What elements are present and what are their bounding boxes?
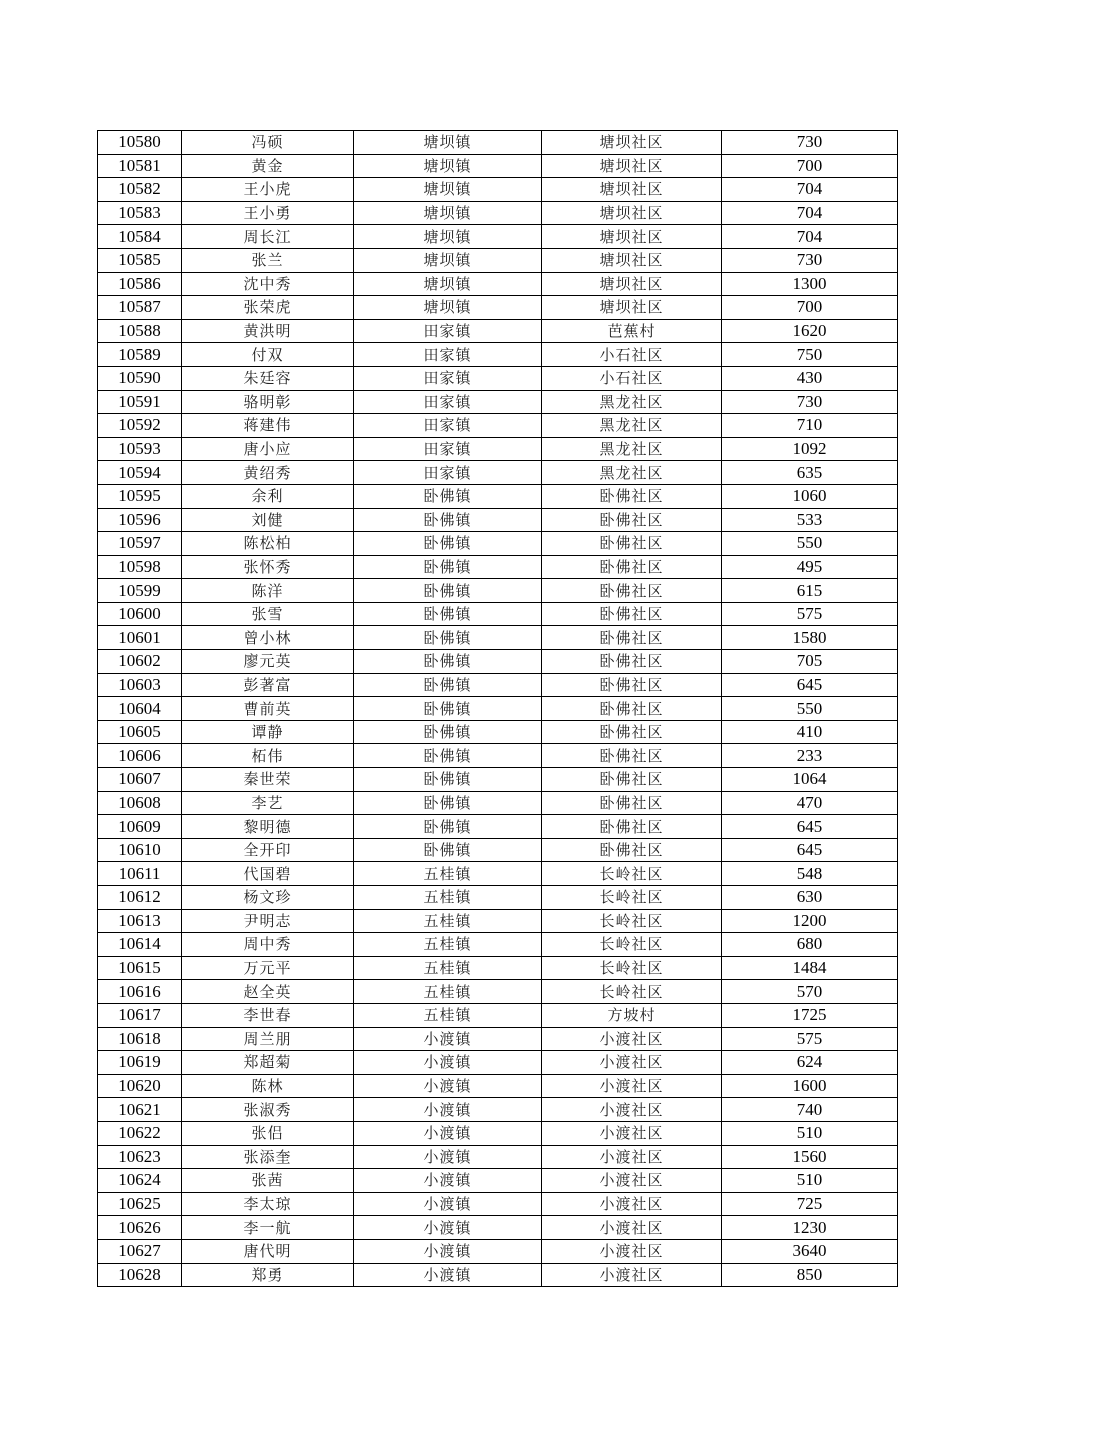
- community-cell: 小渡社区: [542, 1216, 722, 1240]
- table-row: [98, 673, 898, 697]
- table-row: [98, 343, 898, 367]
- id-cell: 10607: [98, 768, 182, 792]
- amount-cell: 233: [722, 744, 898, 768]
- id-cell: 10625: [98, 1192, 182, 1216]
- community-cell: 卧佛社区: [542, 815, 722, 839]
- community-cell: 塘坝社区: [542, 296, 722, 320]
- name-cell: 代国碧: [182, 862, 354, 886]
- community-cell: 小渡社区: [542, 1027, 722, 1051]
- town-cell: 田家镇: [354, 390, 542, 414]
- name-cell: 周中秀: [182, 933, 354, 957]
- town-cell: 卧佛镇: [354, 602, 542, 626]
- table-row: [98, 579, 898, 603]
- town-cell: 塘坝镇: [354, 201, 542, 225]
- id-cell: 10592: [98, 414, 182, 438]
- amount-cell: 730: [722, 131, 898, 155]
- amount-cell: 575: [722, 602, 898, 626]
- table-row: [98, 768, 898, 792]
- amount-cell: 850: [722, 1263, 898, 1287]
- name-cell: 曹前英: [182, 697, 354, 721]
- community-cell: 卧佛社区: [542, 838, 722, 862]
- amount-cell: 470: [722, 791, 898, 815]
- table-row: [98, 720, 898, 744]
- town-cell: 卧佛镇: [354, 508, 542, 532]
- name-cell: 张怀秀: [182, 555, 354, 579]
- town-cell: 田家镇: [354, 461, 542, 485]
- id-cell: 10620: [98, 1074, 182, 1098]
- town-cell: 小渡镇: [354, 1263, 542, 1287]
- id-cell: 10615: [98, 956, 182, 980]
- community-cell: 塘坝社区: [542, 272, 722, 296]
- id-cell: 10626: [98, 1216, 182, 1240]
- id-cell: 10627: [98, 1239, 182, 1263]
- town-cell: 卧佛镇: [354, 815, 542, 839]
- community-cell: 塘坝社区: [542, 201, 722, 225]
- table-row: [98, 1192, 898, 1216]
- town-cell: 卧佛镇: [354, 791, 542, 815]
- id-cell: 10616: [98, 980, 182, 1004]
- town-cell: 小渡镇: [354, 1239, 542, 1263]
- id-cell: 10595: [98, 484, 182, 508]
- name-cell: 黄金: [182, 154, 354, 178]
- town-cell: 五桂镇: [354, 862, 542, 886]
- table-row: [98, 838, 898, 862]
- table-row: [98, 1098, 898, 1122]
- amount-cell: 750: [722, 343, 898, 367]
- amount-cell: 680: [722, 933, 898, 957]
- table-row: [98, 1074, 898, 1098]
- table-row: [98, 1003, 898, 1027]
- town-cell: 塘坝镇: [354, 272, 542, 296]
- table-row: [98, 1216, 898, 1240]
- id-cell: 10618: [98, 1027, 182, 1051]
- table-row: [98, 390, 898, 414]
- amount-cell: 495: [722, 555, 898, 579]
- name-cell: 杨文珍: [182, 886, 354, 910]
- name-cell: 黄绍秀: [182, 461, 354, 485]
- town-cell: 卧佛镇: [354, 626, 542, 650]
- name-cell: 陈洋: [182, 579, 354, 603]
- town-cell: 卧佛镇: [354, 744, 542, 768]
- town-cell: 五桂镇: [354, 1003, 542, 1027]
- name-cell: 李太琼: [182, 1192, 354, 1216]
- community-cell: 小渡社区: [542, 1074, 722, 1098]
- amount-cell: 550: [722, 532, 898, 556]
- table-row: [98, 319, 898, 343]
- name-cell: 唐小应: [182, 437, 354, 461]
- amount-cell: 645: [722, 838, 898, 862]
- name-cell: 张荣虎: [182, 296, 354, 320]
- id-cell: 10624: [98, 1169, 182, 1193]
- amount-cell: 1230: [722, 1216, 898, 1240]
- town-cell: 卧佛镇: [354, 838, 542, 862]
- community-cell: 卧佛社区: [542, 650, 722, 674]
- community-cell: 卧佛社区: [542, 555, 722, 579]
- community-cell: 卧佛社区: [542, 484, 722, 508]
- table-row: [98, 366, 898, 390]
- amount-cell: 410: [722, 720, 898, 744]
- community-cell: 长岭社区: [542, 886, 722, 910]
- id-cell: 10611: [98, 862, 182, 886]
- table-row: [98, 626, 898, 650]
- town-cell: 卧佛镇: [354, 532, 542, 556]
- id-cell: 10583: [98, 201, 182, 225]
- community-cell: 小渡社区: [542, 1192, 722, 1216]
- name-cell: 付双: [182, 343, 354, 367]
- community-cell: 塘坝社区: [542, 225, 722, 249]
- town-cell: 卧佛镇: [354, 650, 542, 674]
- table-row: [98, 201, 898, 225]
- community-cell: 长岭社区: [542, 980, 722, 1004]
- name-cell: 张侣: [182, 1121, 354, 1145]
- community-cell: 塘坝社区: [542, 131, 722, 155]
- id-cell: 10609: [98, 815, 182, 839]
- amount-cell: 548: [722, 862, 898, 886]
- id-cell: 10605: [98, 720, 182, 744]
- id-cell: 10623: [98, 1145, 182, 1169]
- name-cell: 李一航: [182, 1216, 354, 1240]
- town-cell: 五桂镇: [354, 980, 542, 1004]
- amount-cell: 705: [722, 650, 898, 674]
- table-row: [98, 555, 898, 579]
- table-row: [98, 1169, 898, 1193]
- town-cell: 塘坝镇: [354, 225, 542, 249]
- table-row: [98, 650, 898, 674]
- amount-cell: 700: [722, 296, 898, 320]
- amount-cell: 1060: [722, 484, 898, 508]
- town-cell: 小渡镇: [354, 1216, 542, 1240]
- amount-cell: 1200: [722, 909, 898, 933]
- amount-cell: 615: [722, 579, 898, 603]
- community-cell: 卧佛社区: [542, 508, 722, 532]
- name-cell: 张兰: [182, 248, 354, 272]
- amount-cell: 575: [722, 1027, 898, 1051]
- town-cell: 小渡镇: [354, 1145, 542, 1169]
- town-cell: 卧佛镇: [354, 579, 542, 603]
- table-row: [98, 815, 898, 839]
- table-row: [98, 933, 898, 957]
- community-cell: 方坡村: [542, 1003, 722, 1027]
- community-cell: 卧佛社区: [542, 579, 722, 603]
- id-cell: 10610: [98, 838, 182, 862]
- id-cell: 10591: [98, 390, 182, 414]
- community-cell: 黑龙社区: [542, 390, 722, 414]
- town-cell: 五桂镇: [354, 956, 542, 980]
- table-row: [98, 461, 898, 485]
- town-cell: 塘坝镇: [354, 296, 542, 320]
- name-cell: 万元平: [182, 956, 354, 980]
- name-cell: 唐代明: [182, 1239, 354, 1263]
- id-cell: 10599: [98, 579, 182, 603]
- id-cell: 10586: [98, 272, 182, 296]
- town-cell: 小渡镇: [354, 1027, 542, 1051]
- amount-cell: 730: [722, 390, 898, 414]
- id-cell: 10589: [98, 343, 182, 367]
- amount-cell: 1092: [722, 437, 898, 461]
- id-cell: 10597: [98, 532, 182, 556]
- name-cell: 张添奎: [182, 1145, 354, 1169]
- id-cell: 10593: [98, 437, 182, 461]
- town-cell: 卧佛镇: [354, 484, 542, 508]
- name-cell: 李世春: [182, 1003, 354, 1027]
- community-cell: 卧佛社区: [542, 791, 722, 815]
- name-cell: 朱廷容: [182, 366, 354, 390]
- amount-cell: 510: [722, 1121, 898, 1145]
- community-cell: 小渡社区: [542, 1145, 722, 1169]
- town-cell: 卧佛镇: [354, 720, 542, 744]
- name-cell: 郑勇: [182, 1263, 354, 1287]
- table-row: [98, 791, 898, 815]
- table-row: [98, 886, 898, 910]
- name-cell: 柘伟: [182, 744, 354, 768]
- name-cell: 张淑秀: [182, 1098, 354, 1122]
- id-cell: 10587: [98, 296, 182, 320]
- id-cell: 10596: [98, 508, 182, 532]
- town-cell: 卧佛镇: [354, 768, 542, 792]
- id-cell: 10601: [98, 626, 182, 650]
- id-cell: 10602: [98, 650, 182, 674]
- table-row: [98, 956, 898, 980]
- name-cell: 张雪: [182, 602, 354, 626]
- town-cell: 田家镇: [354, 319, 542, 343]
- town-cell: 塘坝镇: [354, 131, 542, 155]
- data-table: [97, 130, 898, 1287]
- table-row: [98, 484, 898, 508]
- community-cell: 卧佛社区: [542, 768, 722, 792]
- id-cell: 10621: [98, 1098, 182, 1122]
- amount-cell: 1620: [722, 319, 898, 343]
- town-cell: 塘坝镇: [354, 154, 542, 178]
- table-row: [98, 272, 898, 296]
- id-cell: 10584: [98, 225, 182, 249]
- table-row: [98, 1051, 898, 1075]
- town-cell: 小渡镇: [354, 1051, 542, 1075]
- community-cell: 黑龙社区: [542, 461, 722, 485]
- id-cell: 10614: [98, 933, 182, 957]
- town-cell: 五桂镇: [354, 886, 542, 910]
- community-cell: 小渡社区: [542, 1263, 722, 1287]
- community-cell: 芭蕉村: [542, 319, 722, 343]
- name-cell: 陈林: [182, 1074, 354, 1098]
- community-cell: 卧佛社区: [542, 602, 722, 626]
- town-cell: 卧佛镇: [354, 697, 542, 721]
- town-cell: 五桂镇: [354, 933, 542, 957]
- table-row: [98, 508, 898, 532]
- name-cell: 周兰朋: [182, 1027, 354, 1051]
- id-cell: 10600: [98, 602, 182, 626]
- name-cell: 沈中秀: [182, 272, 354, 296]
- town-cell: 田家镇: [354, 343, 542, 367]
- id-cell: 10603: [98, 673, 182, 697]
- amount-cell: 700: [722, 154, 898, 178]
- name-cell: 曾小林: [182, 626, 354, 650]
- id-cell: 10619: [98, 1051, 182, 1075]
- id-cell: 10588: [98, 319, 182, 343]
- table-row: [98, 602, 898, 626]
- table-row: [98, 532, 898, 556]
- amount-cell: 1600: [722, 1074, 898, 1098]
- table-row: [98, 154, 898, 178]
- amount-cell: 624: [722, 1051, 898, 1075]
- amount-cell: 740: [722, 1098, 898, 1122]
- amount-cell: 1725: [722, 1003, 898, 1027]
- name-cell: 全开印: [182, 838, 354, 862]
- table-row: [98, 1027, 898, 1051]
- community-cell: 长岭社区: [542, 956, 722, 980]
- name-cell: 陈松柏: [182, 532, 354, 556]
- name-cell: 黎明德: [182, 815, 354, 839]
- name-cell: 骆明彰: [182, 390, 354, 414]
- town-cell: 田家镇: [354, 437, 542, 461]
- community-cell: 小渡社区: [542, 1121, 722, 1145]
- community-cell: 长岭社区: [542, 862, 722, 886]
- table-row: [98, 697, 898, 721]
- community-cell: 小渡社区: [542, 1239, 722, 1263]
- id-cell: 10622: [98, 1121, 182, 1145]
- name-cell: 黄洪明: [182, 319, 354, 343]
- name-cell: 秦世荣: [182, 768, 354, 792]
- community-cell: 小渡社区: [542, 1051, 722, 1075]
- community-cell: 卧佛社区: [542, 744, 722, 768]
- table-body: [98, 131, 898, 1287]
- name-cell: 谭静: [182, 720, 354, 744]
- id-cell: 10580: [98, 131, 182, 155]
- amount-cell: 533: [722, 508, 898, 532]
- table-row: [98, 1239, 898, 1263]
- community-cell: 塘坝社区: [542, 248, 722, 272]
- community-cell: 卧佛社区: [542, 532, 722, 556]
- town-cell: 小渡镇: [354, 1074, 542, 1098]
- name-cell: 廖元英: [182, 650, 354, 674]
- table-row: [98, 1145, 898, 1169]
- amount-cell: 725: [722, 1192, 898, 1216]
- id-cell: 10613: [98, 909, 182, 933]
- table-row: [98, 980, 898, 1004]
- community-cell: 塘坝社区: [542, 154, 722, 178]
- table-row: [98, 225, 898, 249]
- amount-cell: 704: [722, 225, 898, 249]
- id-cell: 10581: [98, 154, 182, 178]
- table-row: [98, 437, 898, 461]
- amount-cell: 710: [722, 414, 898, 438]
- name-cell: 李艺: [182, 791, 354, 815]
- table-row: [98, 909, 898, 933]
- amount-cell: 635: [722, 461, 898, 485]
- town-cell: 五桂镇: [354, 909, 542, 933]
- community-cell: 卧佛社区: [542, 626, 722, 650]
- town-cell: 田家镇: [354, 366, 542, 390]
- id-cell: 10617: [98, 1003, 182, 1027]
- name-cell: 王小勇: [182, 201, 354, 225]
- id-cell: 10628: [98, 1263, 182, 1287]
- community-cell: 黑龙社区: [542, 437, 722, 461]
- amount-cell: 570: [722, 980, 898, 1004]
- amount-cell: 1300: [722, 272, 898, 296]
- town-cell: 小渡镇: [354, 1192, 542, 1216]
- table-row: [98, 744, 898, 768]
- name-cell: 尹明志: [182, 909, 354, 933]
- amount-cell: 510: [722, 1169, 898, 1193]
- town-cell: 小渡镇: [354, 1121, 542, 1145]
- name-cell: 蒋建伟: [182, 414, 354, 438]
- town-cell: 卧佛镇: [354, 673, 542, 697]
- amount-cell: 645: [722, 673, 898, 697]
- amount-cell: 704: [722, 178, 898, 202]
- amount-cell: 1484: [722, 956, 898, 980]
- table-row: [98, 131, 898, 155]
- community-cell: 长岭社区: [542, 909, 722, 933]
- town-cell: 卧佛镇: [354, 555, 542, 579]
- table-row: [98, 1263, 898, 1287]
- id-cell: 10606: [98, 744, 182, 768]
- community-cell: 长岭社区: [542, 933, 722, 957]
- amount-cell: 1580: [722, 626, 898, 650]
- id-cell: 10612: [98, 886, 182, 910]
- community-cell: 卧佛社区: [542, 697, 722, 721]
- community-cell: 小石社区: [542, 343, 722, 367]
- id-cell: 10598: [98, 555, 182, 579]
- table-row: [98, 296, 898, 320]
- id-cell: 10582: [98, 178, 182, 202]
- table-row: [98, 862, 898, 886]
- id-cell: 10608: [98, 791, 182, 815]
- name-cell: 彭著富: [182, 673, 354, 697]
- name-cell: 刘健: [182, 508, 354, 532]
- community-cell: 小渡社区: [542, 1098, 722, 1122]
- id-cell: 10604: [98, 697, 182, 721]
- amount-cell: 550: [722, 697, 898, 721]
- community-cell: 卧佛社区: [542, 720, 722, 744]
- name-cell: 张茜: [182, 1169, 354, 1193]
- id-cell: 10594: [98, 461, 182, 485]
- table-row: [98, 178, 898, 202]
- town-cell: 田家镇: [354, 414, 542, 438]
- amount-cell: 704: [722, 201, 898, 225]
- community-cell: 小石社区: [542, 366, 722, 390]
- id-cell: 10590: [98, 366, 182, 390]
- amount-cell: 3640: [722, 1239, 898, 1263]
- id-cell: 10585: [98, 248, 182, 272]
- table-row: [98, 248, 898, 272]
- name-cell: 赵全英: [182, 980, 354, 1004]
- community-cell: 卧佛社区: [542, 673, 722, 697]
- town-cell: 小渡镇: [354, 1098, 542, 1122]
- table-row: [98, 414, 898, 438]
- community-cell: 黑龙社区: [542, 414, 722, 438]
- name-cell: 冯硕: [182, 131, 354, 155]
- name-cell: 周长江: [182, 225, 354, 249]
- name-cell: 郑超菊: [182, 1051, 354, 1075]
- amount-cell: 630: [722, 886, 898, 910]
- amount-cell: 1560: [722, 1145, 898, 1169]
- community-cell: 小渡社区: [542, 1169, 722, 1193]
- town-cell: 塘坝镇: [354, 178, 542, 202]
- amount-cell: 430: [722, 366, 898, 390]
- amount-cell: 645: [722, 815, 898, 839]
- name-cell: 余利: [182, 484, 354, 508]
- amount-cell: 1064: [722, 768, 898, 792]
- community-cell: 塘坝社区: [542, 178, 722, 202]
- town-cell: 小渡镇: [354, 1169, 542, 1193]
- town-cell: 塘坝镇: [354, 248, 542, 272]
- amount-cell: 730: [722, 248, 898, 272]
- table-row: [98, 1121, 898, 1145]
- name-cell: 王小虎: [182, 178, 354, 202]
